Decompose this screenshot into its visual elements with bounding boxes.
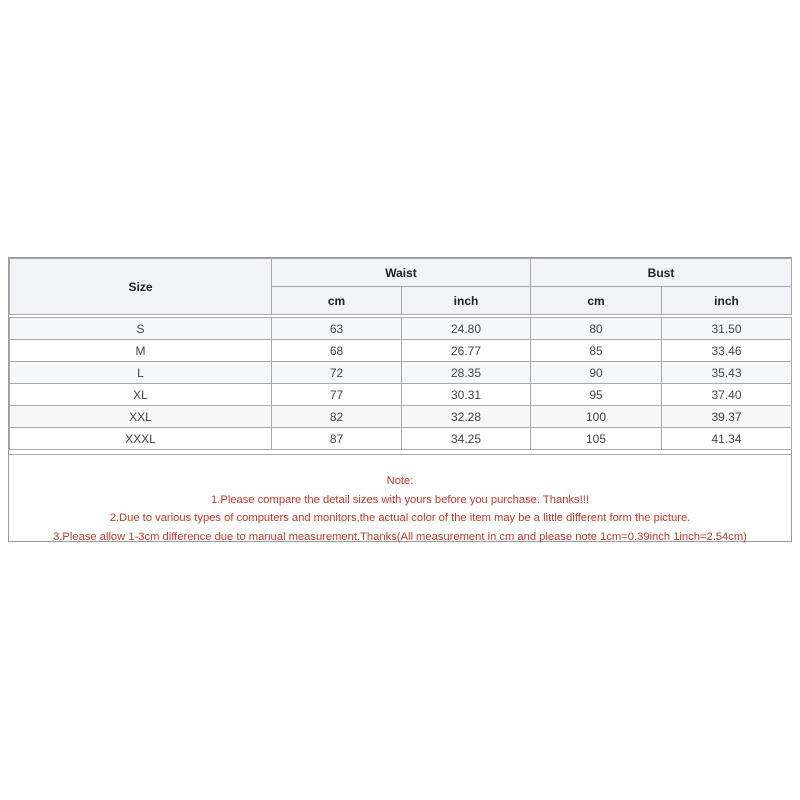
waist-inch-cell: 26.77 bbox=[402, 340, 531, 362]
bust-inch-cell: 35.43 bbox=[662, 362, 792, 384]
waist-inch-cell: 34.25 bbox=[402, 428, 531, 450]
bust-cm-cell: 95 bbox=[531, 384, 662, 406]
bust-cm-cell: 80 bbox=[531, 318, 662, 340]
table-row bbox=[10, 428, 792, 450]
bust-group-header: Bust bbox=[531, 259, 792, 287]
size-chart bbox=[8, 257, 792, 542]
note-line-1: 1.Please compare the detail sizes with yours before you purchase. Thanks!!! bbox=[211, 493, 589, 506]
waist-inch-cell: 24.80 bbox=[402, 318, 531, 340]
note-line-2: 2.Due to various types of computers and monitors,the actual color of the item may be a little different form the picture. bbox=[109, 512, 691, 524]
size-cell: L bbox=[10, 362, 272, 384]
size-cell: M bbox=[10, 340, 272, 362]
table-row bbox=[10, 362, 792, 384]
bust-inch-cell: 41.34 bbox=[662, 428, 792, 450]
note-block bbox=[9, 454, 791, 546]
waist-cm-cell: 72 bbox=[272, 362, 402, 384]
waist-cm-cell: 82 bbox=[272, 406, 402, 428]
waist-cm-cell: 63 bbox=[272, 318, 402, 340]
waist-inch-cell: 28.35 bbox=[402, 362, 531, 384]
bust-cm-cell: 105 bbox=[531, 428, 662, 450]
bust-cm-cell: 100 bbox=[531, 406, 662, 428]
note-title: Note: bbox=[386, 475, 414, 487]
table-row bbox=[10, 384, 792, 406]
bust-cm-header: cm bbox=[531, 287, 662, 315]
note-line-3: 3.Please allow 1-3cm difference due to manual measurement.Thanks(All measurement in cm and please note 1cm=0.39inch 1inch=2.54cm) bbox=[53, 530, 747, 543]
waist-cm-header: cm bbox=[272, 287, 402, 315]
bust-inch-header: inch bbox=[662, 287, 792, 315]
waist-cm-cell: 77 bbox=[272, 384, 402, 406]
waist-inch-header: inch bbox=[402, 287, 531, 315]
size-cell: XL bbox=[10, 384, 272, 406]
bust-inch-cell: 33.46 bbox=[662, 340, 792, 362]
bust-inch-cell: 39.37 bbox=[662, 406, 792, 428]
bust-cm-cell: 85 bbox=[531, 340, 662, 362]
size-cell: XXXL bbox=[10, 428, 272, 450]
waist-group-header: Waist bbox=[272, 259, 531, 287]
bust-inch-cell: 37.40 bbox=[662, 384, 792, 406]
table-row bbox=[10, 340, 792, 362]
size-cell: S bbox=[10, 318, 272, 340]
bust-inch-cell: 31.50 bbox=[662, 318, 792, 340]
bust-cm-cell: 90 bbox=[531, 362, 662, 384]
size-cell: XXL bbox=[10, 406, 272, 428]
table-header-row bbox=[10, 259, 792, 287]
size-column-header: Size bbox=[10, 259, 272, 315]
waist-inch-cell: 30.31 bbox=[402, 384, 531, 406]
waist-cm-cell: 68 bbox=[272, 340, 402, 362]
waist-inch-cell: 32.28 bbox=[402, 406, 531, 428]
size-table bbox=[9, 258, 792, 450]
table-row bbox=[10, 318, 792, 340]
table-row bbox=[10, 406, 792, 428]
waist-cm-cell: 87 bbox=[272, 428, 402, 450]
